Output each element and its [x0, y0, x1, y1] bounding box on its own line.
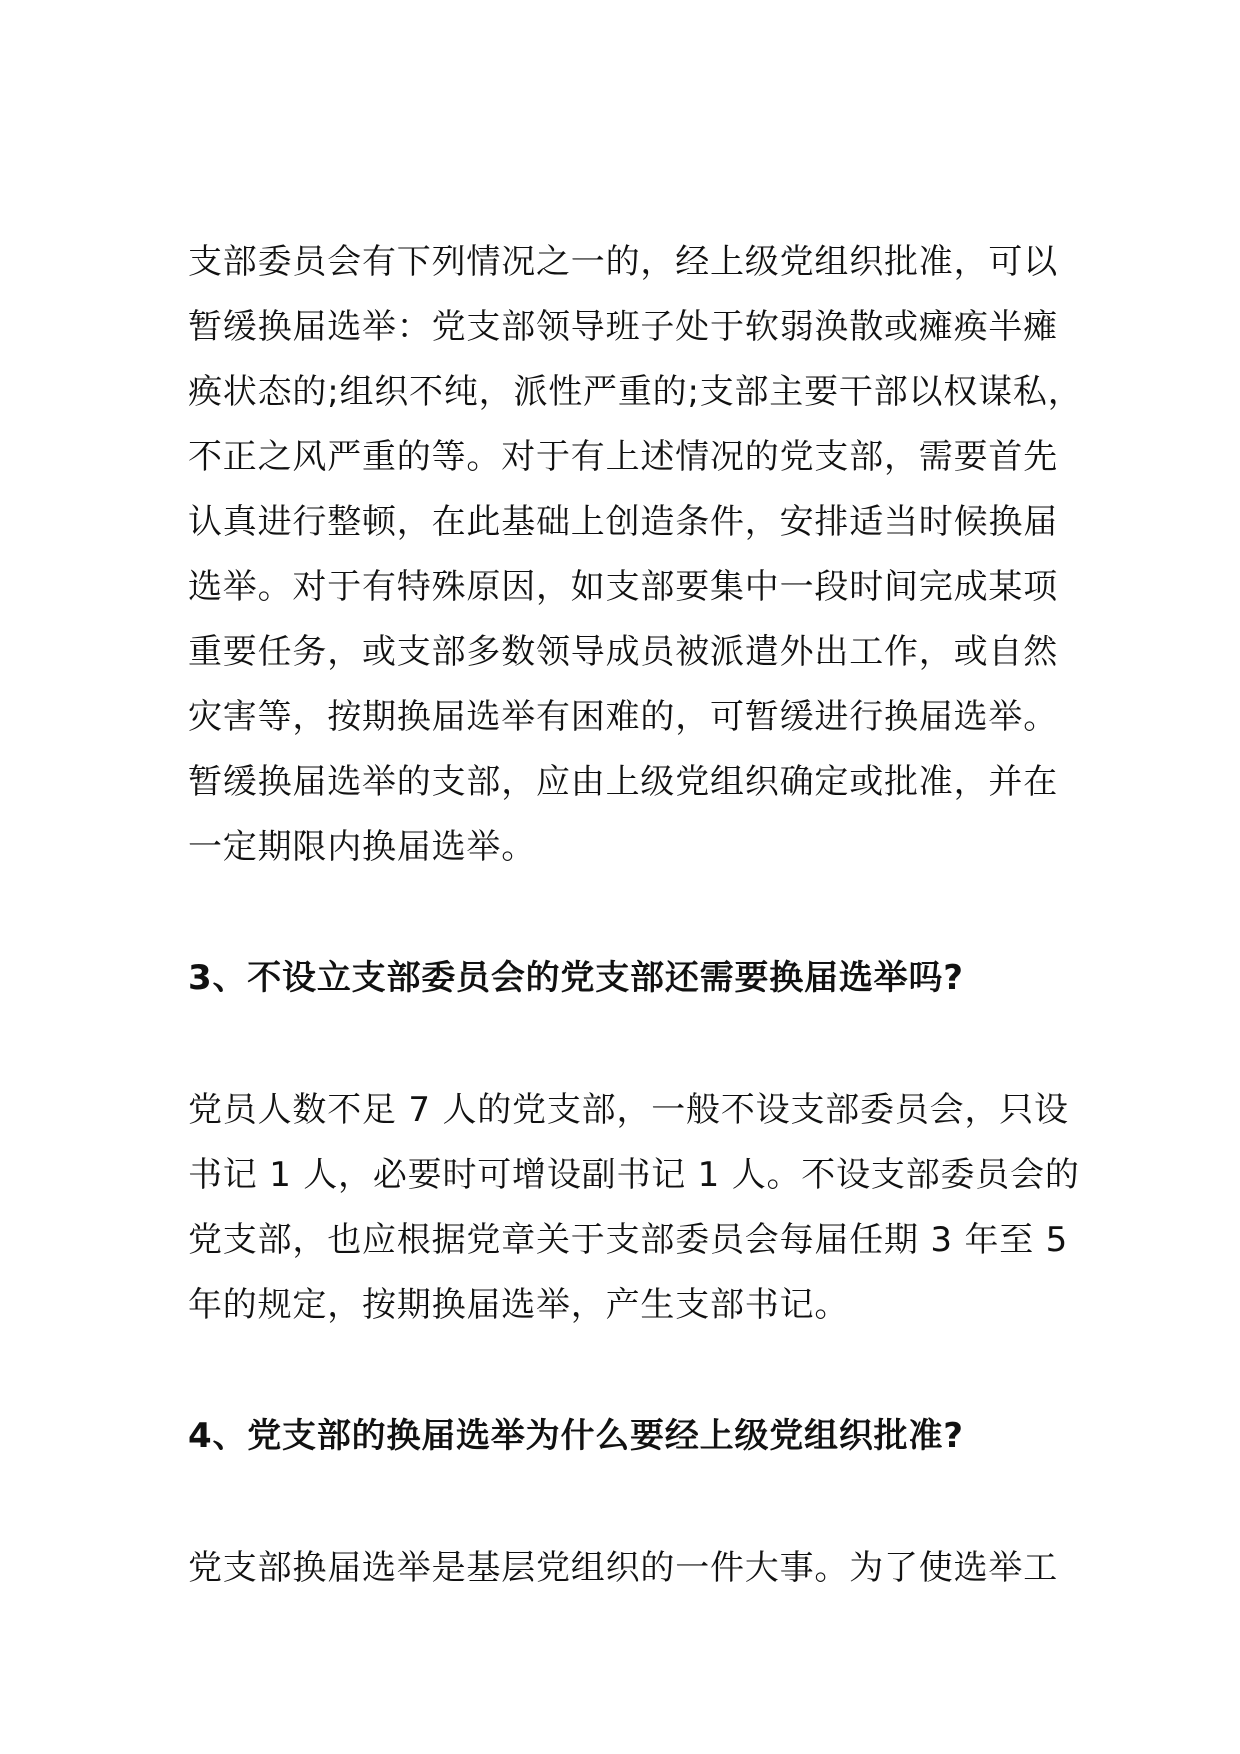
text-line: 不正之风严重的等。对于有上述情况的党支部，需要首先 — [188, 437, 1058, 477]
text-line: 痪状态的;组织不纯，派性严重的;支部主要干部以权谋私， — [188, 372, 1083, 412]
text-line: 党支部，也应根据党章关于支部委员会每届任期 3 年至 5 — [188, 1220, 1069, 1260]
text-line: 重要任务，或支部多数领导成员被派遣外出工作，或自然 — [188, 632, 1058, 672]
section-heading-4: 4、党支部的换届选举为什么要经上级党组织批准? — [188, 1416, 964, 1456]
text-line: 书记 1 人，必要时可增设副书记 1 人。不设支部委员会的 — [188, 1155, 1080, 1195]
text-line: 灾害等，按期换届选举有困难的，可暂缓进行换届选举。 — [188, 697, 1058, 737]
paragraph-no-committee-election — [188, 1078, 1080, 1338]
paragraph-approval-reason — [188, 1536, 1058, 1601]
text-line: 支部委员会有下列情况之一的，经上级党组织批准，可以 — [188, 242, 1058, 282]
section-heading-3: 3、不设立支部委员会的党支部还需要换届选举吗? — [188, 958, 964, 998]
text-line: 暂缓换届选举：党支部领导班子处于软弱涣散或瘫痪半瘫 — [188, 307, 1058, 347]
text-line: 党支部换届选举是基层党组织的一件大事。为了使选举工 — [188, 1548, 1058, 1588]
text-line: 年的规定，按期换届选举，产生支部书记。 — [188, 1285, 850, 1325]
paragraph-deferral-conditions — [188, 230, 1083, 880]
text-line: 一定期限内换届选举。 — [188, 827, 536, 867]
text-line: 暂缓换届选举的支部，应由上级党组织确定或批准，并在 — [188, 762, 1058, 802]
text-line: 党员人数不足 7 人的党支部，一般不设支部委员会，只设 — [188, 1090, 1069, 1130]
text-line: 选举。对于有特殊原因，如支部要集中一段时间完成某项 — [188, 567, 1058, 607]
document-page — [188, 230, 1083, 1601]
text-line: 认真进行整顿，在此基础上创造条件，安排适当时候换届 — [188, 502, 1058, 542]
